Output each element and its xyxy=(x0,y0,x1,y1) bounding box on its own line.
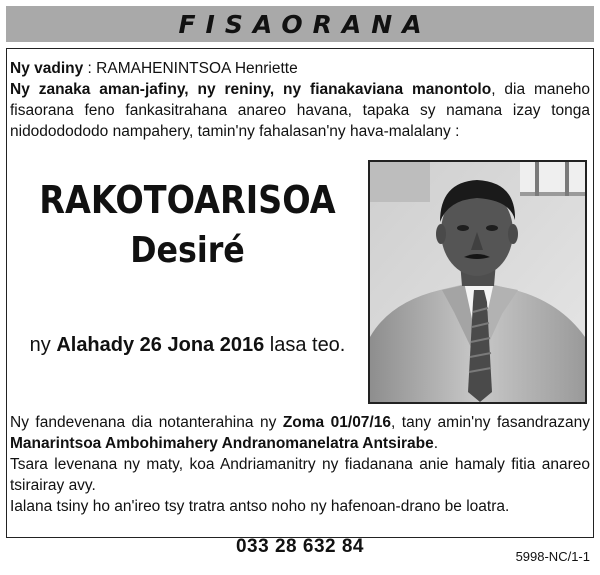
family-message: , dia maneho fisaorana feno fankasitrahana anareo havana, tapaka sy namana izay tonga nidododododo nampahery, tamin'ny fahalasan'ny hava-malalany : xyxy=(10,81,591,140)
death-prefix: ny xyxy=(29,334,57,356)
header-banner xyxy=(6,6,594,42)
spouse-name: RAMAHENINTSOA Henriette xyxy=(96,60,298,77)
funeral-paragraph xyxy=(10,412,590,454)
header-title: FISAORANA xyxy=(178,9,432,39)
spouse-separator: : xyxy=(83,60,97,77)
funeral-text-b: , tany amin'ny fasandrazany xyxy=(390,414,590,431)
reference-code: 5998-NC/1-1 xyxy=(515,549,590,564)
intro-block xyxy=(10,58,590,142)
funeral-date: Zoma 01/07/16 xyxy=(282,414,391,431)
death-date-line xyxy=(10,334,365,357)
deceased-firstname: Desiré xyxy=(130,230,245,271)
funeral-text-c: . xyxy=(433,435,439,452)
death-date: Alahady 26 Jona 2016 xyxy=(56,334,265,356)
death-suffix: lasa teo. xyxy=(264,334,346,356)
family-paragraph xyxy=(10,79,590,142)
spouse-label: Ny vadiny xyxy=(10,60,84,77)
deceased-surname: RAKOTOARISOA xyxy=(39,178,336,222)
funeral-place: Manarintsoa Ambohimahery Andranomanelatra Antsirabe xyxy=(10,435,434,452)
family-members: Ny zanaka aman-jafiny, ny reniny, ny fianakaviana manontolo xyxy=(10,81,492,98)
blessing-paragraph: Tsara levenana ny maty, koa Andriamanitry ny fiadanana anie hamaly fitia anareo tsirairay avy. xyxy=(10,456,590,494)
apology-paragraph: Ialana tsiny ho an'ireo tsy tratra antso noho ny hafenoan-drano be loatra. xyxy=(10,498,510,515)
portrait-photo-icon xyxy=(370,162,585,402)
deceased-name-block xyxy=(10,178,365,272)
spouse-line xyxy=(10,58,590,79)
funeral-block xyxy=(10,412,590,517)
portrait-photo xyxy=(368,160,587,404)
contact-phone: 033 28 632 84 xyxy=(235,536,364,557)
funeral-text-a: Ny fandevenana dia notanterahina ny xyxy=(10,414,283,431)
